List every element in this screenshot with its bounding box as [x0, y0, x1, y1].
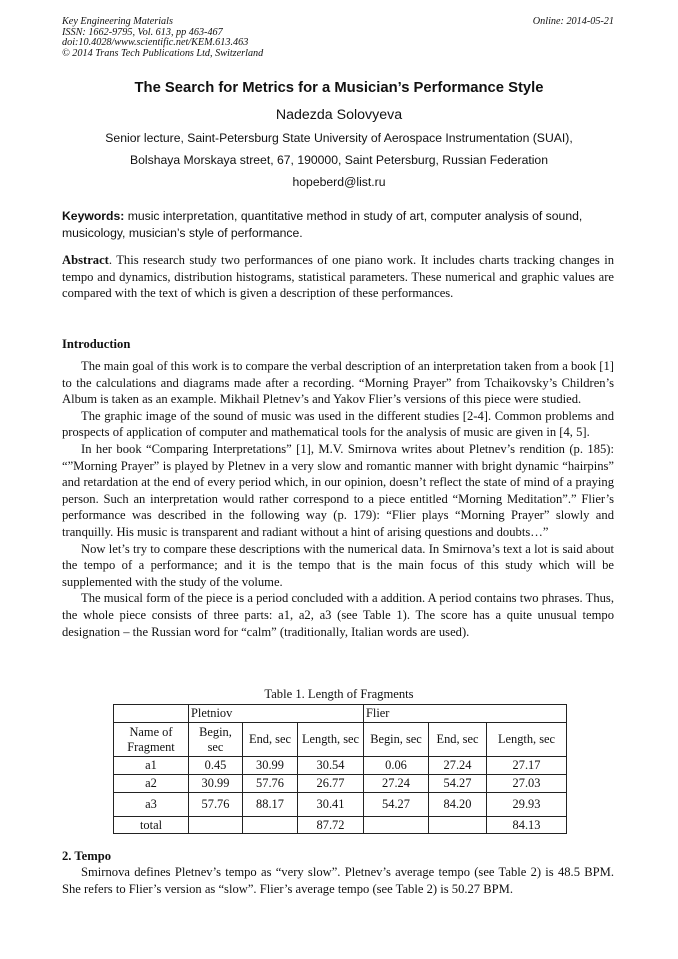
table-header-cell: Length, sec	[487, 723, 567, 757]
table-header-row	[114, 723, 567, 757]
table-cell	[364, 817, 429, 834]
affiliation-line-1: Senior lecture, Saint-Petersburg State University of Aerospace Instrumentation (SUAI),	[105, 131, 573, 145]
table-cell: 30.54	[298, 757, 364, 775]
table-cell: 30.41	[298, 793, 364, 817]
table-cell: 57.76	[243, 775, 298, 793]
journal-copyright: © 2014 Trans Tech Publications Ltd, Switzerland	[62, 47, 264, 59]
keywords-text: music interpretation, quantitative method in study of art, computer analysis of sound, musicology, musician’s style of performance.	[62, 209, 583, 240]
table-header-cell: Begin, sec	[189, 723, 243, 757]
table-cell: 27.24	[429, 757, 487, 775]
table-cell: 84.20	[429, 793, 487, 817]
table-cell	[243, 817, 298, 834]
table-cell: 54.27	[364, 793, 429, 817]
table-cell: 57.76	[189, 793, 243, 817]
table-header-cell: Length, sec	[298, 723, 364, 757]
table-cell: a2	[114, 775, 189, 793]
table-cell: 27.03	[487, 775, 567, 793]
table-header-cell: Name of Fragment	[114, 723, 189, 757]
table-cell: 84.13	[487, 817, 567, 834]
author-name: Nadezda Solovyeva	[275, 107, 403, 123]
paper-title: The Search for Metrics for a Musician’s Performance Style	[134, 80, 544, 96]
table-cell: 54.27	[429, 775, 487, 793]
journal-name: Key Engineering Materials	[62, 16, 173, 27]
table-cell: 88.17	[243, 793, 298, 817]
table-cell: 30.99	[243, 757, 298, 775]
abstract	[62, 252, 614, 302]
fragments-table	[113, 704, 567, 834]
table-cell: 87.72	[298, 817, 364, 834]
intro-paragraph: Now let’s try to compare these descriptions with the numerical data. In Smirnova’s text a lot is said about the tempo of a performance; and it is the tempo that is the main focus of this study which will be supplemented with the study of the volume.	[62, 541, 614, 589]
table-cell	[189, 817, 243, 834]
affiliation-line-2: Bolshaya Morskaya street, 67, 190000, Saint Petersburg, Russian Federation	[130, 153, 548, 167]
table-cell: 26.77	[298, 775, 364, 793]
table-header-cell: Begin, sec	[364, 723, 429, 757]
table-empty-cell	[114, 705, 189, 723]
table-cell: 0.06	[364, 757, 429, 775]
tempo-paragraph: Smirnova defines Pletnev’s tempo as “very slow”. Pletnev’s average tempo (see Table 2) is 48.5 BPM. She refers to Flier’s version as “slow”. Flier’s average tempo (see Table 2) is 50.27 BPM.	[62, 865, 614, 896]
table-cell: 27.17	[487, 757, 567, 775]
tempo-body	[62, 864, 614, 897]
performer-pletniov: Pletniov	[189, 705, 364, 723]
keywords-label: Keywords:	[62, 209, 125, 223]
table-cell: 27.24	[364, 775, 429, 793]
tempo-heading: 2. Tempo	[62, 849, 111, 863]
performer-flier: Flier	[364, 705, 567, 723]
journal-issn: ISSN: 1662-9795, Vol. 613, pp 463-467	[62, 26, 223, 38]
table-cell: a3	[114, 793, 189, 817]
introduction-heading: Introduction	[62, 337, 131, 351]
journal-doi: doi:10.4028/www.scientific.net/KEM.613.463	[62, 37, 249, 49]
intro-paragraph: In her book “Comparing Interpretations” [1], M.V. Smirnova writes about Pletnev’s rendition (p. 185): “”Morning Prayer” is played by Pletnev in a very slow and romantic manner with bright dynamic “hairpins” and retardation at the end of every period which, in our opinion, doesn’t reflect the state of mind of a praying person. Such an interpretation would rather correspond to a piece entitled “Morning Meditation”.” Flier’s performance was described in the following way (p. 179): “Flier plays “Morning Prayer” slowly and tranquilly. His music is transparent and radiant without a hint of arising questions and doubts…”	[62, 441, 614, 539]
intro-paragraph: The musical form of the piece is a period concluded with a addition. A period contains two phrases. Thus, the whole piece consists of three parts: a1, a2, a3 (see Table 1). The score has a quite unusual tempo designation – the Russian word for “calm” (traditionally, Italian words are used).	[62, 591, 614, 639]
abstract-label: Abstract	[62, 253, 109, 267]
journal-header	[62, 17, 614, 59]
intro-paragraph: The graphic image of the sound of music was used in the different studies [2-4]. Common problems and prospects of application of computer and mathematical tools for the analysis of music are given in [4, 5].	[62, 408, 614, 440]
intro-paragraph: The main goal of this work is to compare the verbal description of an interpretation taken from a book [1] to the calculations and diagrams made after a recording. “Morning Prayer” from Tchaikovsky’s Children’s Album is taken as an example. Mikhail Pletnev’s and Yakov Flier’s versions of this piece were studied.	[62, 359, 614, 407]
table-cell	[429, 817, 487, 834]
abstract-text: . This research study two performances of one piano work. It includes charts tracking changes in tempo and dynamics, distribution histograms, statistical parameters. These numerical and graphic values are compared with the text of which is given a description of these performances.	[62, 253, 614, 301]
table-header-cell: End, sec	[243, 723, 298, 757]
table-cell: 30.99	[189, 775, 243, 793]
table-cell: 0.45	[189, 757, 243, 775]
table-cell: a1	[114, 757, 189, 775]
table-performer-row	[114, 705, 567, 723]
introduction-body	[62, 358, 614, 640]
table-row	[114, 757, 567, 775]
table-row	[114, 775, 567, 793]
table-caption: Table 1. Length of Fragments	[264, 687, 414, 701]
online-date: Online: 2014-05-21	[532, 16, 614, 27]
table-cell: 29.93	[487, 793, 567, 817]
author-email[interactable]: hopeberd@list.ru	[292, 175, 386, 189]
table-cell: total	[114, 817, 189, 834]
table-row	[114, 817, 567, 834]
table-row	[114, 793, 567, 817]
keywords	[62, 208, 614, 241]
table-header-cell: End, sec	[429, 723, 487, 757]
